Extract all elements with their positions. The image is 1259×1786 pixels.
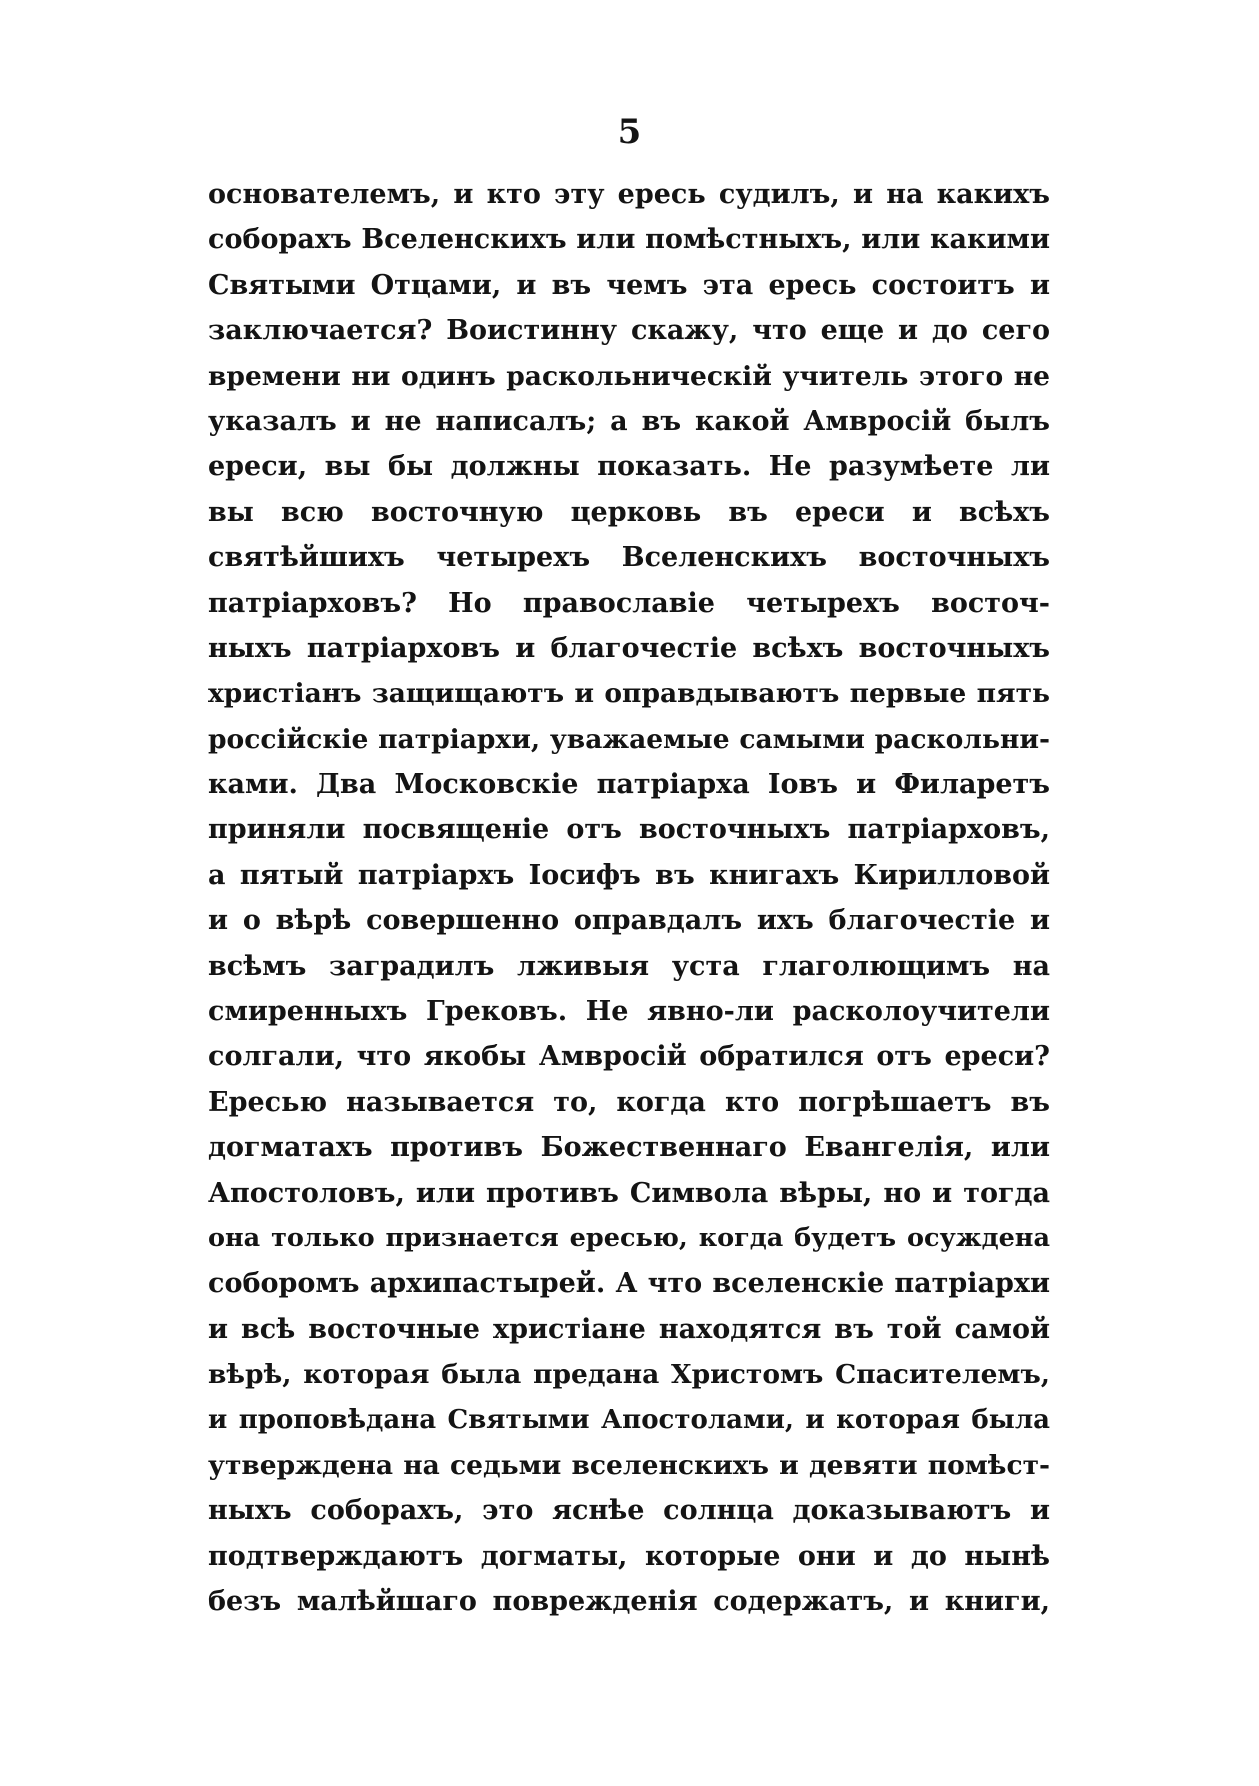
text-line: времени ни одинъ раскольническій учитель этого не <box>208 360 1050 392</box>
text-line: утверждена на седьми вселенскихъ и девяти помѣст- <box>208 1449 1050 1481</box>
text-line: догматахъ противъ Божественнаго Евангелія, или <box>208 1132 1050 1164</box>
text-line: она только признается ересью, когда будетъ осуждена <box>208 1222 1050 1253</box>
text-line: смиренныхъ Грековъ. Не явно-ли расколоучители <box>208 996 1050 1028</box>
text-line: ныхъ соборахъ, это яснѣе солнца доказываютъ и <box>208 1495 1050 1527</box>
body-text <box>208 172 1050 1625</box>
text-line: указалъ и не написалъ; а въ какой Амвросій былъ <box>208 405 1050 437</box>
text-line: Святыми Отцами, и въ чемъ эта ересь состоитъ и <box>208 269 1050 301</box>
text-line: патріарховъ? Но православіе четырехъ восточ- <box>208 587 1050 619</box>
text-line: вѣрѣ, которая была предана Христомъ Спасителемъ, <box>208 1359 1050 1391</box>
text-line: вы всю восточную церковь въ ереси и всѣхъ <box>208 496 1050 528</box>
text-line: приняли посвященіе отъ восточныхъ патріарховъ, <box>208 814 1050 846</box>
text-line: безъ малѣйшаго поврежденія содержатъ, и книги, <box>208 1586 1050 1618</box>
text-line: всѣмъ заградилъ лживыя уста глаголющимъ на <box>208 950 1050 982</box>
text-line: святѣйшихъ четырехъ Вселенскихъ восточныхъ <box>208 542 1050 574</box>
text-line: и проповѣдана Святыми Апостолами, и которая была <box>208 1404 1050 1435</box>
text-line: ками. Два Московскіе патріарха Іовъ и Филаретъ <box>208 769 1050 801</box>
text-line: солгали, что якобы Амвросій обратился отъ ереси? <box>208 1041 1050 1073</box>
page-number: 5 <box>617 112 642 152</box>
text-line: россійскіе патріархи, уважаемые самыми раскольни- <box>208 723 1050 755</box>
text-line: соборомъ архипастырей. А что вселенскіе патріархи <box>208 1268 1050 1300</box>
text-line: и о вѣрѣ совершенно оправдалъ ихъ благочестіе и <box>208 905 1050 937</box>
text-line: Ересью называется то, когда кто погрѣшаетъ въ <box>208 1086 1050 1118</box>
text-line: заключается? Воистинну скажу, что еще и до сего <box>208 315 1050 347</box>
text-line: и всѣ восточные христіане находятся въ той самой <box>208 1313 1050 1345</box>
text-line: а пятый патріархъ Іосифъ въ книгахъ Кирилловой <box>208 859 1050 891</box>
text-line: христіанъ защищаютъ и оправдываютъ первые пять <box>208 678 1050 710</box>
text-line: Апостоловъ, или противъ Символа вѣры, но и тогда <box>208 1177 1050 1209</box>
text-line: соборахъ Вселенскихъ или помѣстныхъ, или какими <box>208 224 1050 256</box>
text-line: основателемъ, и кто эту ересь судилъ, и на какихъ <box>208 179 1050 210</box>
text-line: подтверждаютъ догматы, которые они и до нынѣ <box>208 1540 1050 1572</box>
text-line: ныхъ патріарховъ и благочестіе всѣхъ восточныхъ <box>208 632 1050 664</box>
text-line: ереси, вы бы должны показать. Не разумѣете ли <box>208 451 1050 483</box>
